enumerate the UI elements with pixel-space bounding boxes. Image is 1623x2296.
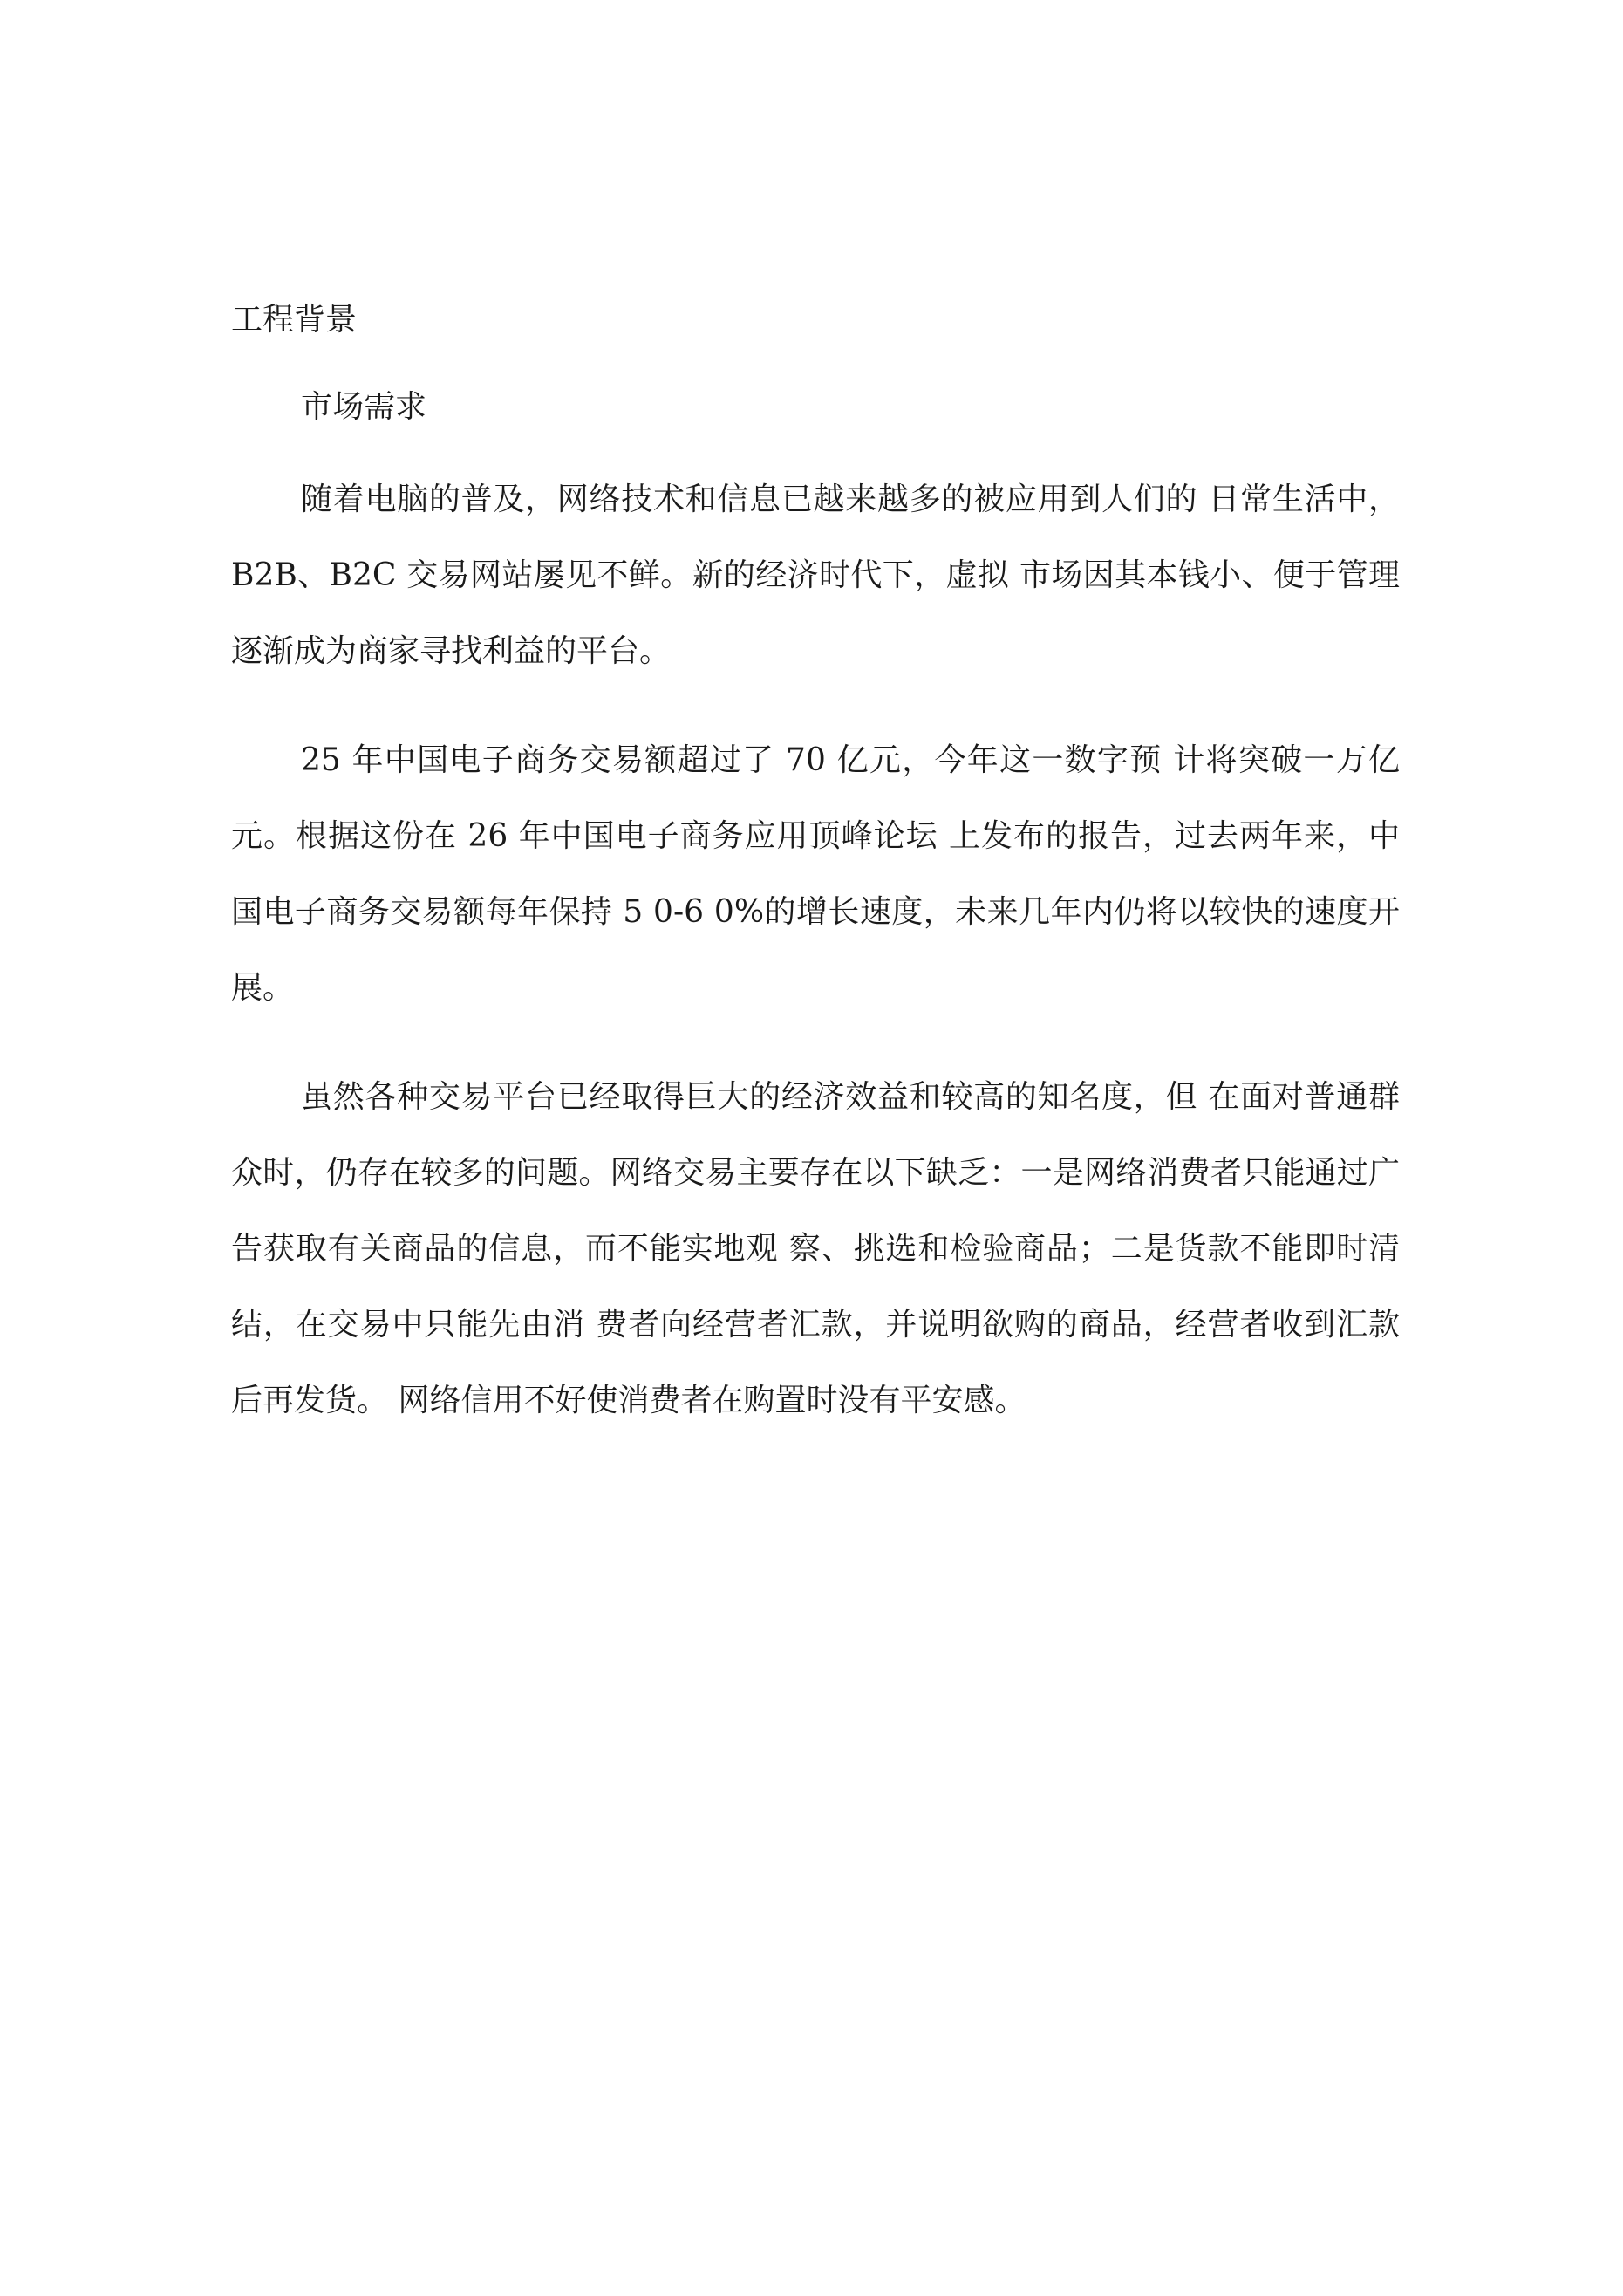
document-body bbox=[231, 294, 1400, 1438]
paragraph-problems: 虽然各种交易平台已经取得巨大的经济效益和较高的知名度，但 在面对普通群众时，仍存在较多的问题。网络交易主要存在以下缺乏：一是网络消费者只能通过广告获取有关商品的信息，而不能实地观 察、挑选和检验商品；二是货款不能即时清结，在交易中只能先由消 费者向经营者汇款，并说明欲购的商品，经营者收到汇款后再发货。 网络信用不好使消费者在购置时没有平安感。 bbox=[231, 1079, 1400, 1418]
document-title: 工程背景 bbox=[231, 302, 358, 338]
section-title: 市场需求 bbox=[301, 389, 427, 425]
paragraph-market-intro: 随着电脑的普及，网络技术和信息已越来越多的被应用到人们的 日常生活中，B2B、B2C 交易网站屡见不鲜。新的经济时代下，虚拟 市场因其本钱小、便于管理逐渐成为商家寻找利益的平台。 bbox=[231, 482, 1400, 669]
paragraph-trade-volume: 25 年中国电子商务交易额超过了 70 亿元，今年这一数字预 计将突破一万亿元。根据这份在 26 年中国电子商务应用顶峰论坛 上发布的报告，过去两年来，中国电子商务交易额每年保持 5 0-6 0%的增长速度，未来几年内仍将以较快的速度开展。 bbox=[231, 742, 1400, 1006]
